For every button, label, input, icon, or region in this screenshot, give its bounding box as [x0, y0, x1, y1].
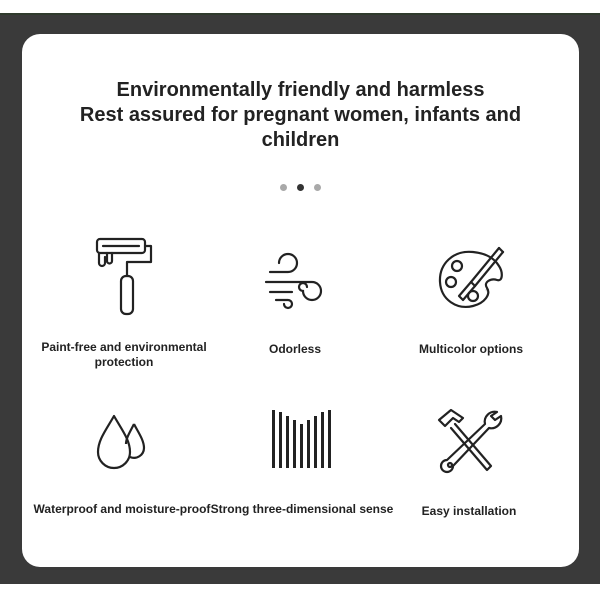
carousel-dot-2[interactable]: [297, 184, 304, 191]
feature-card: [22, 34, 579, 567]
feature-label-line: Multicolor options: [419, 342, 523, 356]
headline-line-1: Environmentally friendly and harmless: [116, 79, 485, 101]
feature-multicolor-label: [371, 342, 571, 357]
headline: [22, 78, 579, 153]
carousel-dot-3[interactable]: [314, 184, 321, 191]
3d-panel-icon: [270, 406, 334, 470]
carousel-dot-1[interactable]: [280, 184, 287, 191]
feature-odorless-label: [195, 342, 395, 357]
headline-line-3: children: [261, 129, 340, 151]
top-edge-strip: [0, 13, 600, 15]
paint-roller-icon: [89, 236, 159, 320]
palette-icon: [433, 244, 509, 316]
feature-label-line: Odorless: [268, 342, 322, 356]
feature-label-line: Waterproof and moisture-proof: [33, 502, 211, 516]
feature-label-line: Strong three-dimensional sense: [210, 502, 394, 516]
feature-waterproof-label: [22, 502, 222, 517]
tools-icon: [433, 406, 505, 476]
water-drops-icon: [92, 410, 152, 474]
headline-line-2: Rest assured for pregnant women, infants and: [79, 104, 522, 126]
feature-easy-installation-label: [369, 504, 569, 519]
wind-icon: [262, 248, 328, 310]
feature-paint-free-label: [24, 340, 224, 370]
carousel-dots: [22, 184, 579, 191]
feature-label-line: protection: [94, 355, 154, 369]
feature-label-line: Paint-free and environmental: [41, 340, 207, 354]
feature-label-line: Easy installation: [421, 504, 517, 518]
